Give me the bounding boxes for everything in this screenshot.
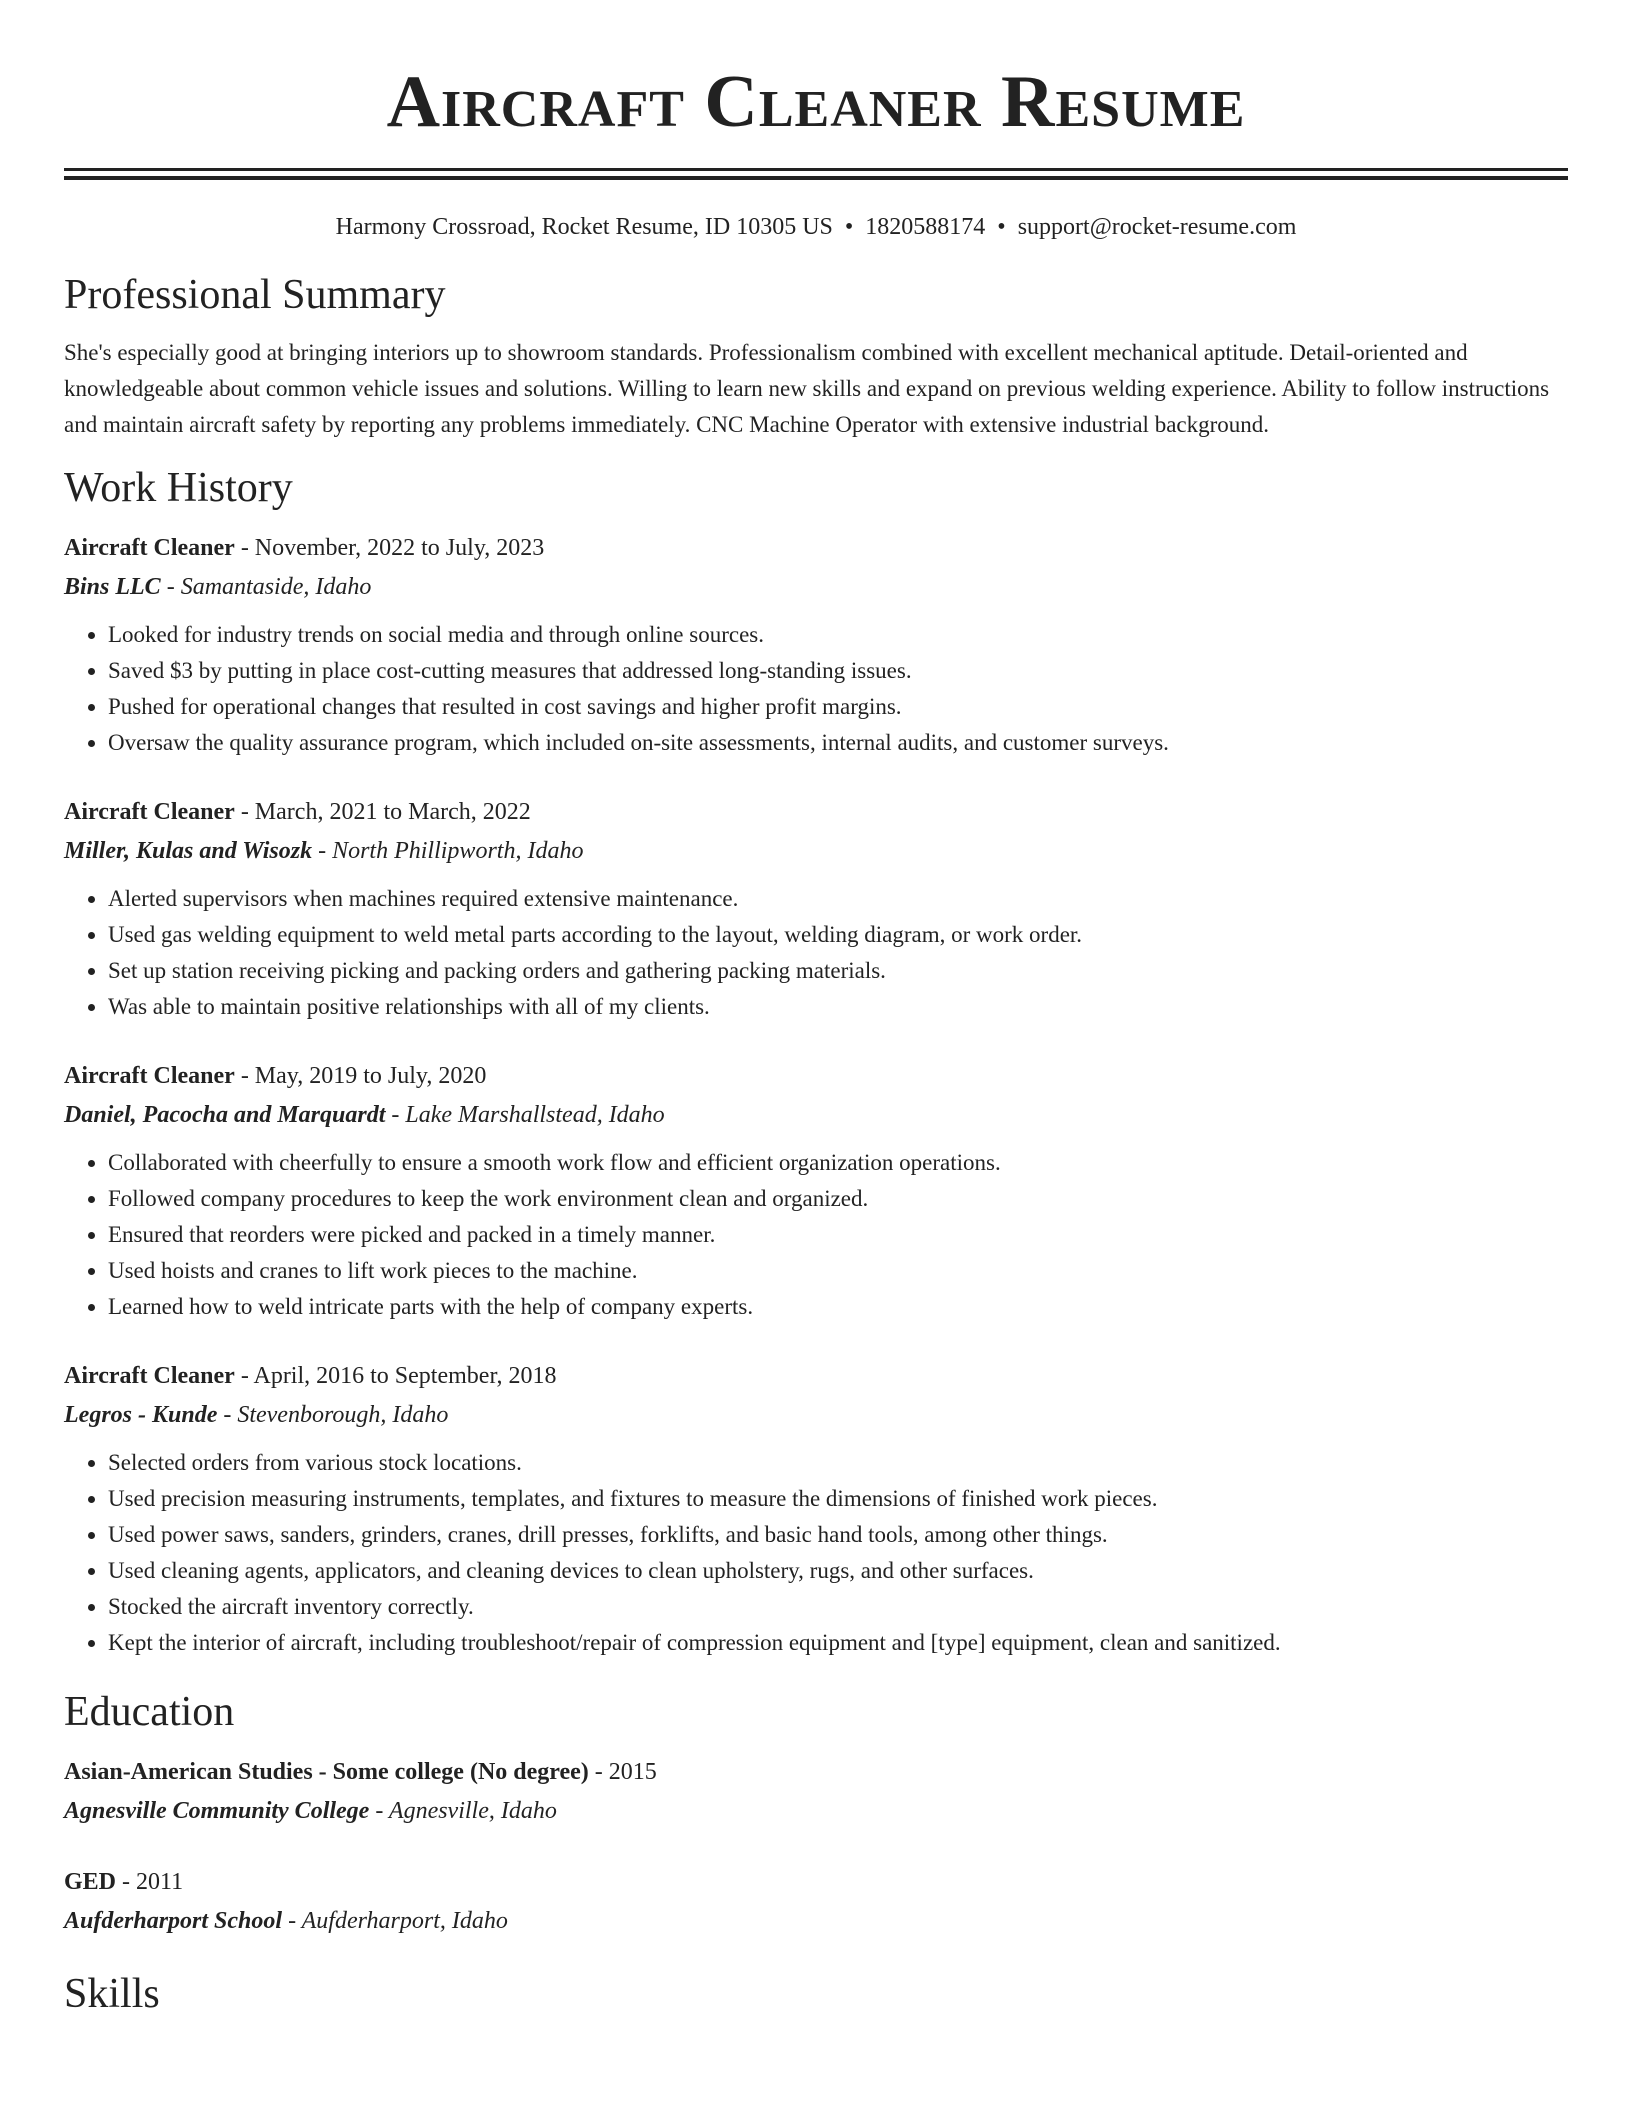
job-role: Aircraft Cleaner <box>64 535 235 561</box>
job-entry <box>64 529 1568 761</box>
education-school: Aufderharport School <box>64 1908 283 1934</box>
job-entry <box>64 793 1568 1025</box>
job-duty: • Selected orders from various stock locations. <box>108 1445 1568 1481</box>
job-duty: • Learned how to weld intricate parts with the help of company experts. <box>108 1289 1568 1325</box>
summary-text: She's especially good at bringing interiors up to showroom standards. Professionalism combined with excellent mechanical aptitude. Detail-oriented and knowledgeable about common vehicle issues and solutions. Willing to learn new skills and expand on previous welding experience. Ability to follow instructions and maintain aircraft safety by reporting any problems immediately. CNC Machine Operator with extensive industrial background. <box>64 340 1550 437</box>
contact-separator: • <box>844 214 854 240</box>
contact-address: Harmony Crossroad, Rocket Resume, ID 10305 US <box>335 214 833 240</box>
job-role: Aircraft Cleaner <box>64 1063 235 1089</box>
job-location: - Samantaside, Idaho <box>160 574 372 600</box>
job-duty: • Used power saws, sanders, grinders, cranes, drill presses, forklifts, and basic hand tools, among other things. <box>108 1517 1568 1553</box>
job-duty: • Followed company procedures to keep the work environment clean and organized. <box>108 1181 1568 1217</box>
job-duties <box>64 1145 1568 1325</box>
education-entry <box>64 1753 1568 1831</box>
job-duty: • Used precision measuring instruments, templates, and fixtures to measure the dimensions of finished work pieces. <box>108 1481 1568 1517</box>
job-duty: • Pushed for operational changes that resulted in cost savings and higher profit margins. <box>108 689 1568 725</box>
education-location: - Agnesville, Idaho <box>369 1798 557 1824</box>
job-duty: • Stocked the aircraft inventory correctly. <box>108 1589 1568 1625</box>
job-role: Aircraft Cleaner <box>64 799 235 825</box>
job-duty: • Alerted supervisors when machines required extensive maintenance. <box>108 881 1568 917</box>
education-degree: Asian-American Studies - Some college (No degree) <box>64 1759 589 1785</box>
job-company: Legros - Kunde <box>64 1402 218 1428</box>
job-company: Miller, Kulas and Wisozk <box>64 838 313 864</box>
resume-page <box>64 0 1568 2019</box>
job-duty: • Collaborated with cheerfully to ensure a smooth work flow and efficient organization operations. <box>108 1145 1568 1181</box>
title-rule-bottom <box>64 176 1568 180</box>
job-duties <box>64 617 1568 761</box>
job-duty: • Kept the interior of aircraft, including troubleshoot/repair of compression equipment and [type] equipment, clean and sanitized. <box>108 1625 1568 1661</box>
job-location: - Stevenborough, Idaho <box>217 1402 449 1428</box>
education-degree-line <box>64 1863 1568 1901</box>
job-dates: - May, 2019 to July, 2020 <box>234 1063 487 1089</box>
job-duty: • Saved $3 by putting in place cost-cutting measures that addressed long-standing issues. <box>108 653 1568 689</box>
job-dates: - March, 2021 to March, 2022 <box>234 799 531 825</box>
job-location: - Lake Marshallstead, Idaho <box>385 1102 665 1128</box>
job-company-line <box>64 1095 1568 1135</box>
job-location: - North Phillipworth, Idaho <box>312 838 584 864</box>
education-degree: GED <box>64 1869 117 1895</box>
job-role: Aircraft Cleaner <box>64 1363 235 1389</box>
job-duty: • Used hoists and cranes to lift work pieces to the machine. <box>108 1253 1568 1289</box>
education-location: - Aufderharport, Idaho <box>282 1908 508 1934</box>
job-entry <box>64 1057 1568 1325</box>
education-entry <box>64 1863 1568 1941</box>
job-title-line <box>64 1357 1568 1395</box>
job-company-line <box>64 1395 1568 1435</box>
education-school: Agnesville Community College <box>64 1798 370 1824</box>
contact-email: support@rocket-resume.com <box>1017 214 1297 240</box>
job-company-line <box>64 567 1568 607</box>
job-duty: • Used gas welding equipment to weld metal parts according to the layout, welding diagram, or work order. <box>108 917 1568 953</box>
job-duty: • Oversaw the quality assurance program, which included on-site assessments, internal audits, and customer surveys. <box>108 725 1568 761</box>
education-school-line <box>64 1901 1568 1941</box>
contact-line <box>64 212 1568 242</box>
job-duty: • Looked for industry trends on social media and through online sources. <box>108 617 1568 653</box>
title-rule-top <box>64 168 1568 171</box>
job-company-line <box>64 831 1568 871</box>
job-entry <box>64 1357 1568 1661</box>
job-dates: - April, 2016 to September, 2018 <box>234 1363 557 1389</box>
job-duty: • Ensured that reorders were picked and packed in a timely manner. <box>108 1217 1568 1253</box>
job-duty: • Used cleaning agents, applicators, and cleaning devices to clean upholstery, rugs, and other surfaces. <box>108 1553 1568 1589</box>
job-company: Bins LLC <box>64 574 161 600</box>
job-company: Daniel, Pacocha and Marquardt <box>64 1102 386 1128</box>
education-degree-line <box>64 1753 1568 1791</box>
contact-separator: • <box>997 214 1006 240</box>
education-heading: Education <box>64 1689 235 1735</box>
job-duties <box>64 881 1568 1025</box>
job-dates: - November, 2022 to July, 2023 <box>234 535 545 561</box>
job-title-line <box>64 1057 1568 1095</box>
job-title-line <box>64 793 1568 831</box>
work-history-heading: Work History <box>64 465 293 511</box>
skills-heading: Skills <box>64 1971 160 2017</box>
job-duty: • Set up station receiving picking and packing orders and gathering packing materials. <box>108 953 1568 989</box>
education-year: - 2015 <box>588 1759 657 1785</box>
education-year: - 2011 <box>116 1869 184 1895</box>
resume-title: Aircraft Cleaner Resume <box>386 61 1246 143</box>
summary-heading: Professional Summary <box>64 272 446 318</box>
job-duty: • Was able to maintain positive relationships with all of my clients. <box>108 989 1568 1025</box>
education-school-line <box>64 1791 1568 1831</box>
job-title-line <box>64 529 1568 567</box>
contact-phone: 1820588174 <box>865 214 986 240</box>
job-duties <box>64 1445 1568 1661</box>
